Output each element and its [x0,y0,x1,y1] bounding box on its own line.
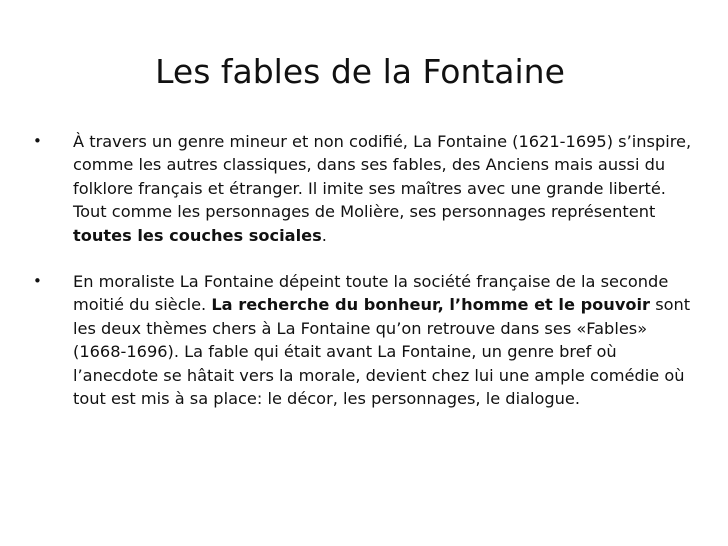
bullet-text-end: sont les deux thèmes chers à La Fontaine qu’on retrouve dans ses «Fables» (1668-1696). La fable qui était avant La Fontaine, un genre bref où l’anecdote se hâtait vers la morale, devient chez lui une ample comédie où tout est mis à sa place: le décor, les personnages, le dialogue. [73,295,691,409]
bullet-list [0,130,728,410]
bullet-item [0,130,728,247]
bullet-bold-text: La recherche du bonheur, l’homme et le pouvoir [211,295,651,315]
bullet-text: En moraliste La Fontaine dépeint toute la société française de la seconde moitié du siècle. [73,272,669,315]
bullet-bold-text: toutes les couches sociales [73,225,322,245]
bullet-text: À travers un genre mineur et non codifié, La Fontaine (1621-1695) s’inspire, comme les autres classiques, dans ses fables, des Anciens mais aussi du folklore français et étranger. Il imite ses maîtres avec une grande liberté. Tout comme les personnages de Molière, ses personnages représentent [73,132,692,222]
bullet-item [0,270,728,410]
bullet-marker: • [33,272,42,291]
bullet-marker: • [33,132,42,150]
slide-title: Les fables de la Fontaine [155,52,565,91]
bullet-text-end: . [321,225,327,245]
